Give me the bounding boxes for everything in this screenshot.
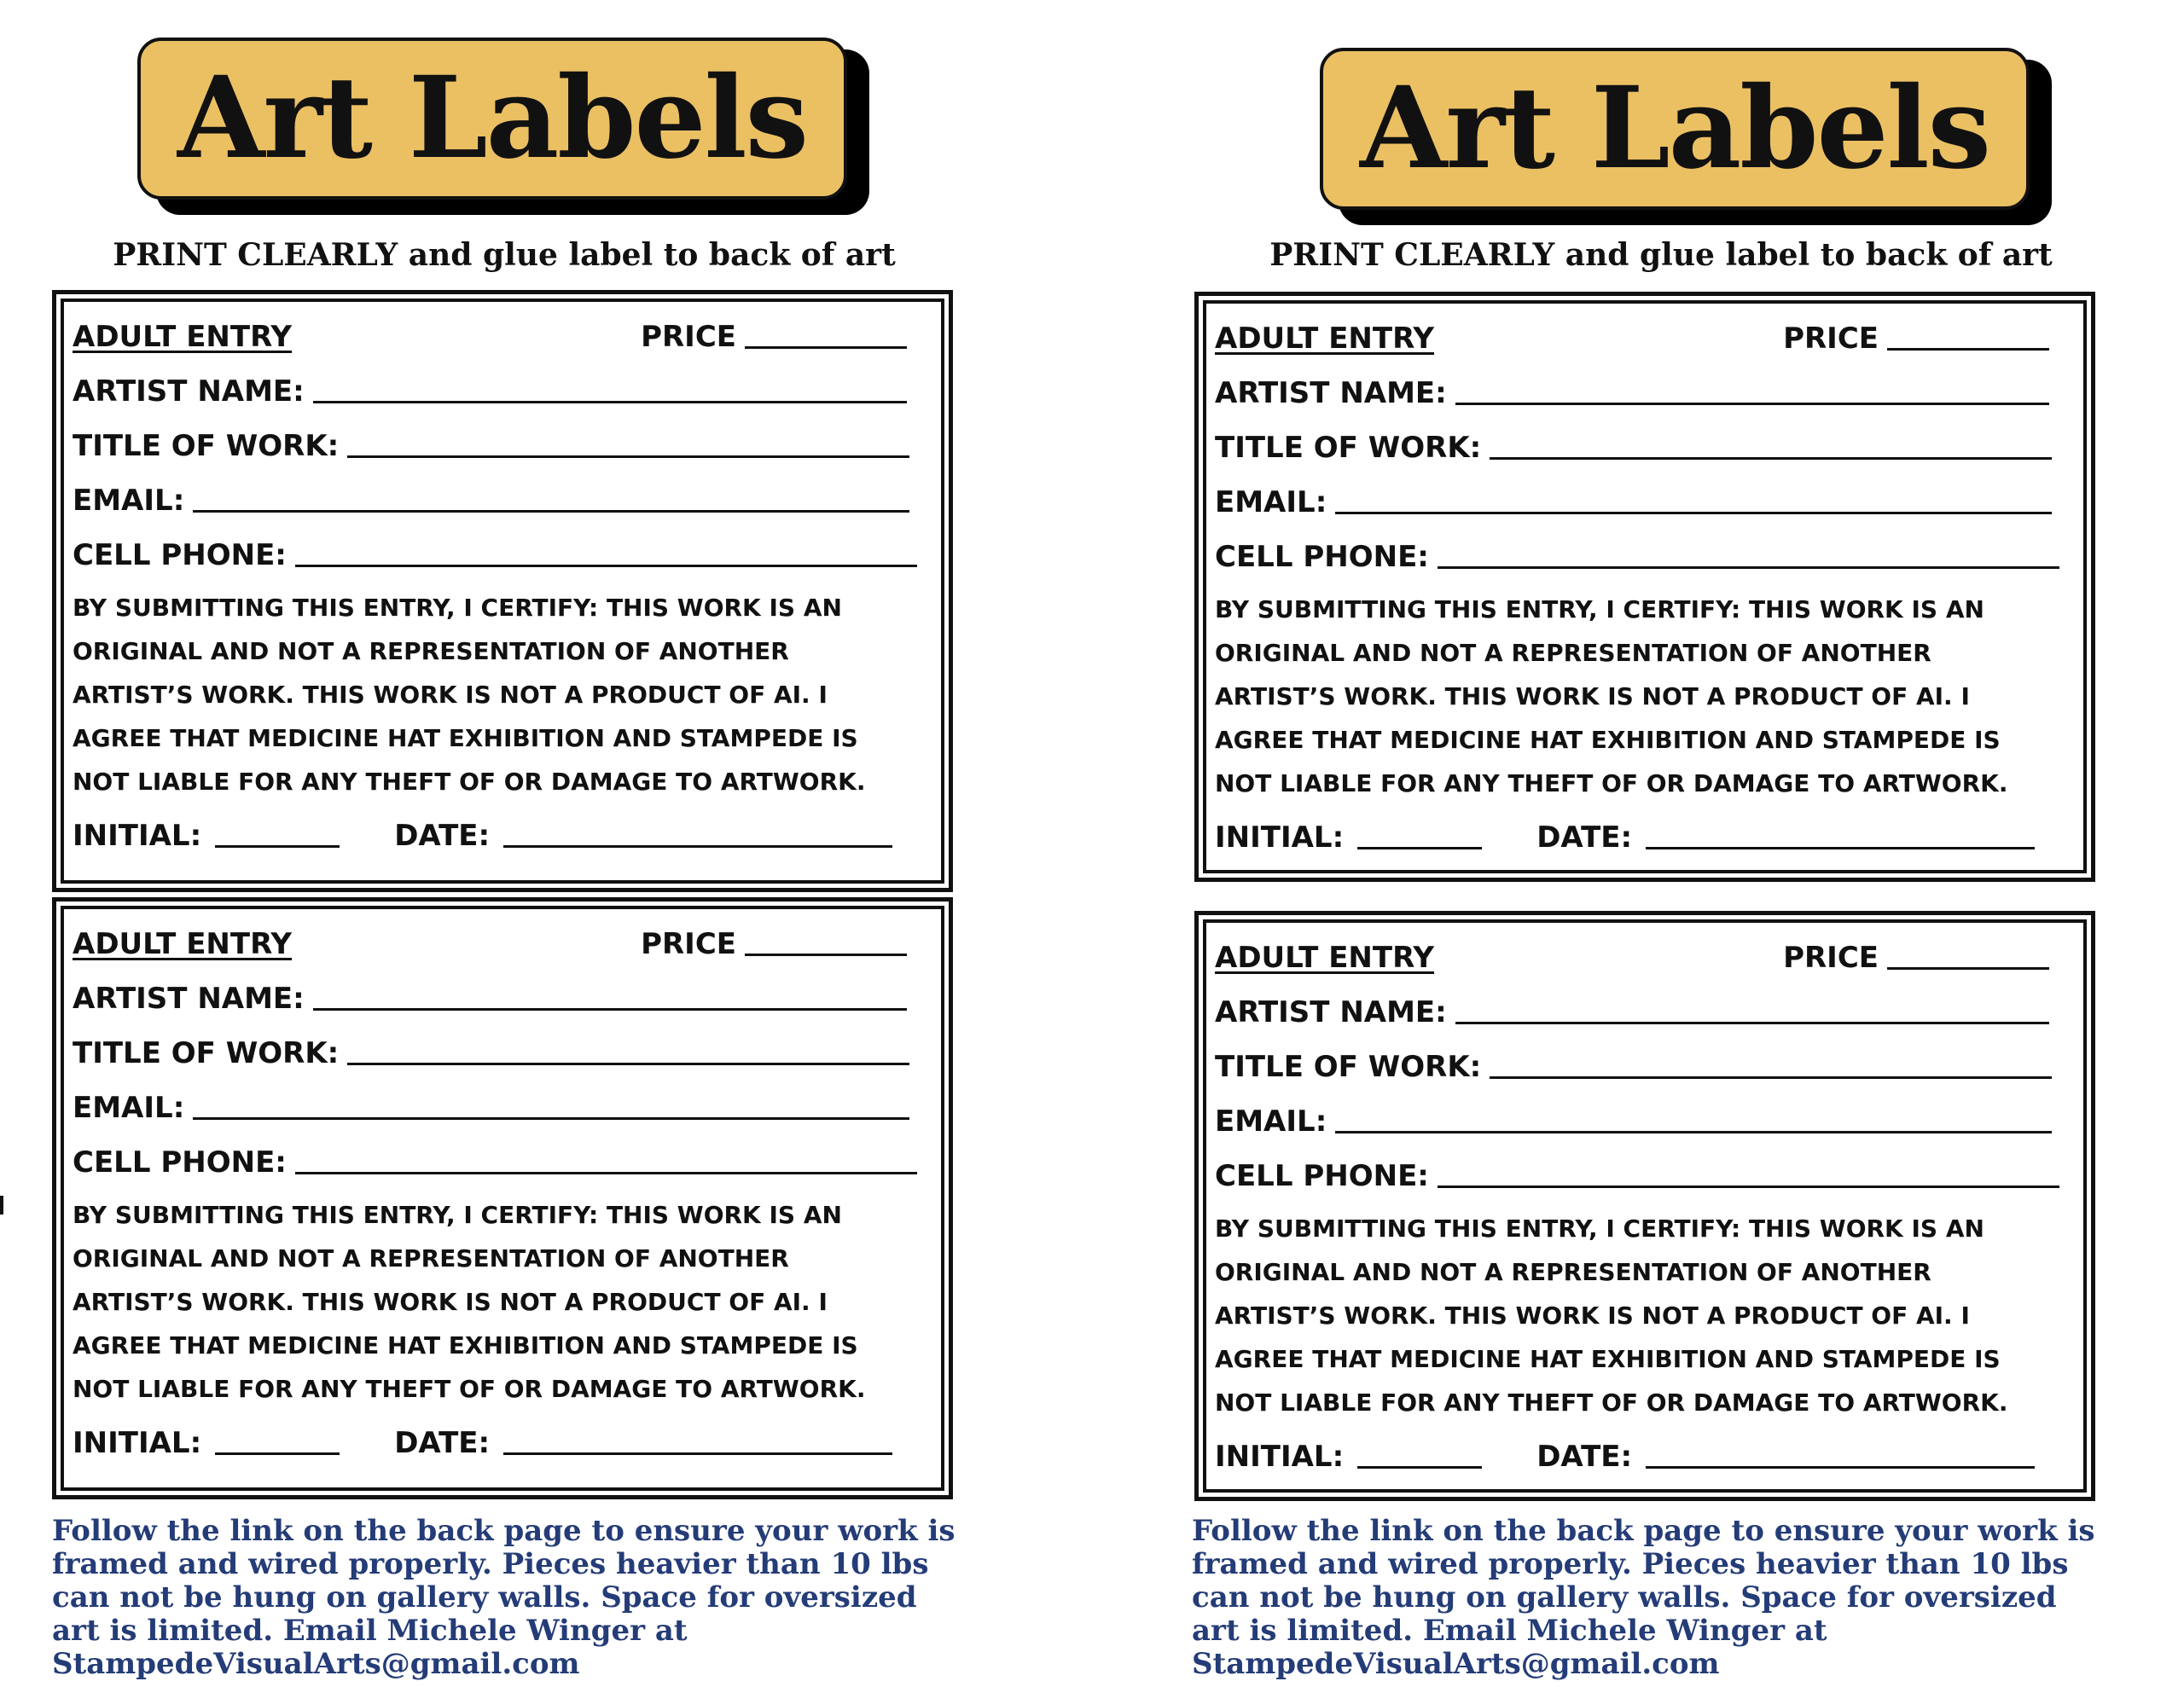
artist-name-label: ARTIST NAME:	[73, 374, 305, 409]
title-of-work-field[interactable]	[1490, 457, 2052, 460]
initial-field[interactable]	[215, 845, 340, 848]
cell-phone-field[interactable]	[1438, 566, 2059, 569]
signature-row	[73, 1416, 917, 1467]
artist-name-row	[1215, 983, 2049, 1038]
cell-phone-row	[73, 1133, 917, 1188]
email-field[interactable]	[1335, 1131, 2052, 1133]
title-of-work-field[interactable]	[347, 1063, 909, 1065]
title-of-work-field[interactable]	[347, 455, 909, 458]
title-of-work-row	[1215, 419, 2052, 473]
title-banner-box	[1320, 48, 2030, 210]
email-label: EMAIL:	[1215, 1104, 1327, 1139]
certification-text: BY SUBMITTING THIS ENTRY, I CERTIFY: THIS WORK IS AN ORIGINAL AND NOT A REPRESENTATION OF ANOTHER ARTIST’S WORK. THIS WORK IS NOT A PRODUCT OF AI. I AGREE THAT MEDICINE HAT EXHIBITION AND STAMPEDE IS NOT LIABLE FOR ANY THEFT OF OR DAMAGE TO ARTWORK.	[73, 1201, 866, 1403]
title-banner	[137, 38, 871, 217]
initial-label: INITIAL:	[1215, 1440, 1345, 1474]
email-row	[73, 472, 909, 526]
artist-name-row	[73, 970, 907, 1024]
certification-text: BY SUBMITTING THIS ENTRY, I CERTIFY: THIS WORK IS AN ORIGINAL AND NOT A REPRESENTATION OF ANOTHER ARTIST’S WORK. THIS WORK IS NOT A PRODUCT OF AI. I AGREE THAT MEDICINE HAT EXHIBITION AND STAMPEDE IS NOT LIABLE FOR ANY THEFT OF OR DAMAGE TO ARTWORK.	[1215, 1215, 2008, 1417]
cell-phone-label: CELL PHONE:	[1215, 1159, 1429, 1193]
email-field[interactable]	[193, 510, 909, 513]
framing-note: Follow the link on the back page to ensure your work is framed and wired properly. Pieces heavier than 10 lbs can not be hung on gallery walls. Space for oversized art is limited. Email Michele Winger at StampedeVisualArts@gmail.com	[52, 1514, 956, 1681]
page-title: Art Labels	[177, 52, 807, 184]
art-label-card	[1194, 292, 2095, 882]
certification-text: BY SUBMITTING THIS ENTRY, I CERTIFY: THIS WORK IS AN ORIGINAL AND NOT A REPRESENTATION OF ANOTHER ARTIST’S WORK. THIS WORK IS NOT A PRODUCT OF AI. I AGREE THAT MEDICINE HAT EXHIBITION AND STAMPEDE IS NOT LIABLE FOR ANY THEFT OF OR DAMAGE TO ARTWORK.	[1215, 595, 2008, 797]
title-of-work-label: TITLE OF WORK:	[73, 429, 340, 463]
initial-label: INITIAL:	[1215, 820, 1345, 855]
artist-name-field[interactable]	[313, 1008, 907, 1011]
price-label: PRICE	[1783, 322, 1879, 356]
cell-phone-label: CELL PHONE:	[73, 538, 287, 572]
artist-name-label: ARTIST NAME:	[1215, 376, 1447, 410]
initial-label: INITIAL:	[73, 1426, 202, 1460]
date-field[interactable]	[1646, 1466, 2035, 1469]
entry-row	[1215, 929, 2059, 983]
print-instructions: PRINT CLEARLY and glue label to back of art	[113, 237, 896, 273]
email-field[interactable]	[1335, 512, 2052, 514]
date-label: DATE:	[1536, 820, 1633, 855]
artist-name-field[interactable]	[313, 401, 907, 403]
cell-phone-row	[73, 526, 917, 581]
initial-field[interactable]	[1357, 1466, 1482, 1469]
label-sheet-right	[1192, 0, 2130, 1687]
title-of-work-field[interactable]	[1490, 1076, 2052, 1079]
artist-name-label: ARTIST NAME:	[1215, 995, 1447, 1029]
price-field[interactable]	[1887, 967, 2049, 970]
page-title: Art Labels	[1360, 62, 1989, 194]
certification-text: BY SUBMITTING THIS ENTRY, I CERTIFY: THIS WORK IS AN ORIGINAL AND NOT A REPRESENTATION OF ANOTHER ARTIST’S WORK. THIS WORK IS NOT A PRODUCT OF AI. I AGREE THAT MEDICINE HAT EXHIBITION AND STAMPEDE IS NOT LIABLE FOR ANY THEFT OF OR DAMAGE TO ARTWORK.	[73, 594, 866, 796]
cell-phone-field[interactable]	[295, 1172, 917, 1174]
date-label: DATE:	[1536, 1440, 1633, 1474]
cell-phone-row	[1215, 1147, 2059, 1202]
title-of-work-row	[1215, 1038, 2052, 1093]
title-banner-box	[137, 38, 847, 200]
email-label: EMAIL:	[73, 484, 185, 518]
signature-row	[1215, 1429, 2059, 1481]
artist-name-field[interactable]	[1455, 403, 2049, 405]
title-of-work-label: TITLE OF WORK:	[1215, 431, 1482, 465]
date-field[interactable]	[503, 845, 892, 848]
title-of-work-row	[73, 1024, 909, 1079]
art-label-card	[52, 897, 953, 1499]
entry-row	[73, 915, 917, 970]
title-banner	[1320, 48, 2053, 227]
initial-field[interactable]	[1357, 847, 1482, 849]
email-row	[1215, 1093, 2052, 1147]
title-of-work-label: TITLE OF WORK:	[1215, 1050, 1482, 1084]
email-label: EMAIL:	[1215, 485, 1327, 519]
price-field[interactable]	[1887, 348, 2049, 351]
price-label: PRICE	[641, 320, 736, 354]
price-label: PRICE	[1783, 941, 1879, 975]
email-row	[73, 1079, 909, 1133]
art-label-card	[1194, 911, 2095, 1501]
price-field[interactable]	[745, 346, 907, 349]
entry-row	[73, 308, 917, 362]
entry-type: ADULT ENTRY	[73, 927, 293, 961]
artist-name-field[interactable]	[1455, 1022, 2049, 1024]
page-edge-mark	[0, 1196, 3, 1215]
date-field[interactable]	[1646, 847, 2035, 849]
email-row	[1215, 473, 2052, 528]
price-label: PRICE	[641, 927, 736, 961]
cell-phone-row	[1215, 528, 2059, 583]
cell-phone-field[interactable]	[295, 565, 917, 567]
email-field[interactable]	[193, 1117, 909, 1120]
framing-note: Follow the link on the back page to ensure your work is framed and wired properly. Pieces heavier than 10 lbs can not be hung on gallery walls. Space for oversized art is limited. Email Michele Winger at StampedeVisualArts@gmail.com	[1192, 1514, 2095, 1681]
print-instructions: PRINT CLEARLY and glue label to back of art	[1269, 237, 2053, 273]
email-label: EMAIL:	[73, 1091, 185, 1125]
artist-name-row	[73, 362, 907, 417]
date-field[interactable]	[503, 1452, 892, 1455]
entry-type: ADULT ENTRY	[73, 320, 293, 354]
date-label: DATE:	[394, 1426, 491, 1460]
label-sheet-left	[52, 0, 990, 1687]
initial-field[interactable]	[215, 1452, 340, 1455]
artist-name-label: ARTIST NAME:	[73, 982, 305, 1016]
date-label: DATE:	[394, 819, 491, 853]
artist-name-row	[1215, 364, 2049, 419]
entry-type: ADULT ENTRY	[1215, 322, 1435, 356]
title-of-work-row	[73, 417, 909, 472]
cell-phone-field[interactable]	[1438, 1186, 2059, 1188]
signature-row	[1215, 810, 2059, 861]
title-of-work-label: TITLE OF WORK:	[73, 1036, 340, 1070]
price-field[interactable]	[745, 954, 907, 956]
cell-phone-label: CELL PHONE:	[73, 1145, 287, 1180]
signature-row	[73, 809, 917, 860]
initial-label: INITIAL:	[73, 819, 202, 853]
art-label-card	[52, 290, 953, 892]
entry-row	[1215, 310, 2059, 364]
cell-phone-label: CELL PHONE:	[1215, 540, 1429, 574]
entry-type: ADULT ENTRY	[1215, 941, 1435, 975]
